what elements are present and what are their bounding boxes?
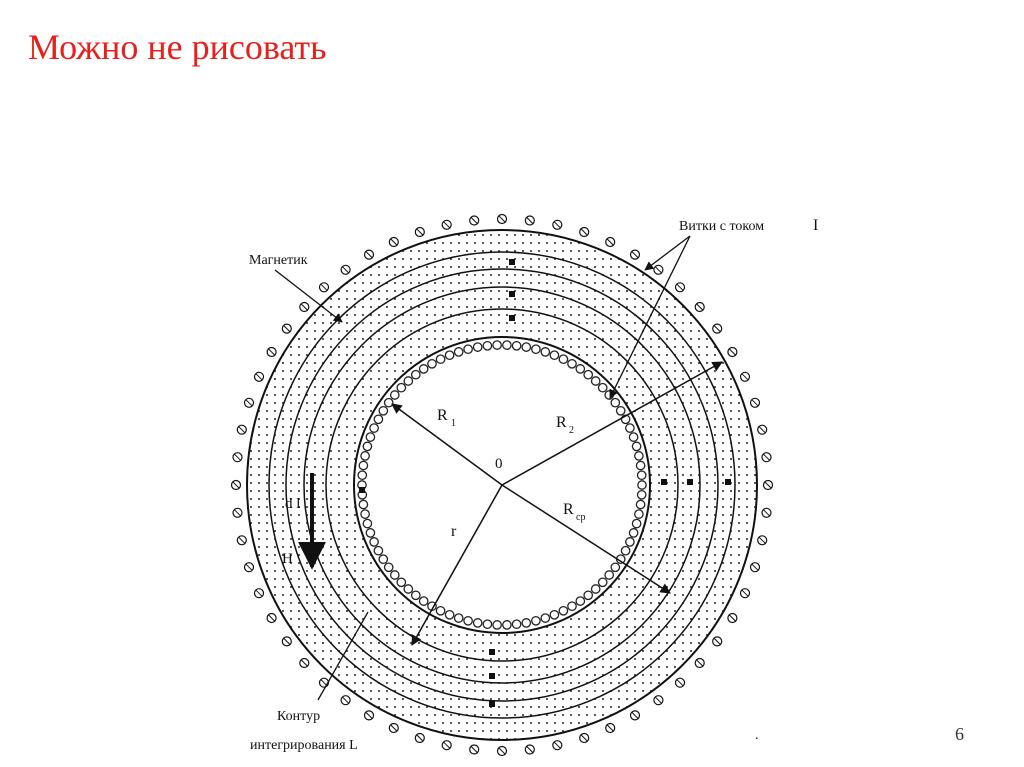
inner-turn [503,621,511,629]
direction-arrow [509,259,515,265]
inner-turn [420,365,428,373]
label-r2-sub: 2 [569,425,574,436]
inner-turn [611,399,619,407]
inner-turn [522,619,530,627]
inner-turn [361,510,369,518]
inner-turn [385,399,393,407]
inner-turn [605,571,613,579]
inner-turn [379,555,387,563]
inner-turn [532,345,540,353]
label-r2: R [556,414,567,431]
direction-arrow [725,479,731,485]
inner-turn [397,578,405,586]
inner-turn [592,377,600,385]
inner-turn [541,348,549,356]
direction-arrow [509,315,515,321]
inner-turn [493,341,501,349]
inner-turn [576,597,584,605]
label-r: r [451,523,457,540]
inner-turn [584,371,592,379]
direction-arrow [687,479,693,485]
inner-turn [366,433,374,441]
inner-turn [379,407,387,415]
inner-turn [358,471,366,479]
direction-arrow [489,673,495,679]
inner-turn [404,377,412,385]
stray-mark: . [755,728,759,743]
label-magnetic: Магнетик [249,253,308,268]
inner-turn [636,461,644,469]
inner-turn [599,384,607,392]
inner-turn [576,365,584,373]
inner-turn [532,617,540,625]
inner-turn [626,424,634,432]
inner-turn [391,571,399,579]
inner-turn [635,452,643,460]
inner-turn [445,611,453,619]
inner-turn [592,585,600,593]
page-number: 6 [955,724,964,744]
direction-arrow [489,649,495,655]
inner-turn [436,355,444,363]
inner-turn [436,607,444,615]
inner-turn [397,384,405,392]
inner-turn [464,617,472,625]
inner-turn [455,614,463,622]
inner-turn [621,547,629,555]
label-r1-sub: 1 [451,418,456,429]
label-dl: d l [285,496,301,512]
inner-turn [363,519,371,527]
label-rcp: R [563,501,574,518]
inner-turn [559,607,567,615]
inner-turn [404,585,412,593]
inner-turn [474,619,482,627]
inner-turn [638,491,646,499]
inner-turn [385,563,393,571]
inner-turn [550,351,558,359]
inner-turn [568,602,576,610]
inner-turn [629,529,637,537]
inner-turn [632,519,640,527]
inner-turn [359,500,367,508]
inner-turn [464,345,472,353]
inner-turn [522,343,530,351]
inner-turn [363,442,371,450]
inner-turn [483,342,491,350]
inner-turn [629,433,637,441]
inner-turn [412,591,420,599]
direction-arrow [359,487,365,493]
inner-turn [359,461,367,469]
inner-turn [503,341,511,349]
inner-turn [559,355,567,363]
inner-turn [584,591,592,599]
label-r1: R [437,407,448,424]
inner-turn [474,343,482,351]
label-contour-line1: Контур [277,709,321,724]
inner-turn [483,620,491,628]
inner-turn [374,547,382,555]
inner-turn [638,481,646,489]
inner-turn [512,620,520,628]
inner-turn [638,471,646,479]
inner-turn [455,348,463,356]
inner-turn [361,452,369,460]
inner-turn [611,563,619,571]
inner-turn [541,614,549,622]
inner-turn [366,529,374,537]
inner-turn [445,351,453,359]
inner-turn [370,424,378,432]
direction-arrow [509,291,515,297]
label-turns-with-current: Витки с током [679,219,765,234]
inner-turn [420,597,428,605]
inner-turn [550,611,558,619]
direction-arrow [489,701,495,707]
inner-turn [428,360,436,368]
direction-arrow [661,479,667,485]
label-current: I [813,217,819,234]
inner-turn [632,442,640,450]
inner-turn [626,538,634,546]
label-contour-line2: интегрирования L [250,738,358,753]
inner-turn [635,510,643,518]
label-center: 0 [495,456,503,472]
inner-turn [391,391,399,399]
inner-turn [599,578,607,586]
inner-turn [493,621,501,629]
inner-turn [412,371,420,379]
inner-turn [370,538,378,546]
label-rcp-sub: ср [576,512,586,523]
inner-turn [374,415,382,423]
inner-turn [636,500,644,508]
inner-turn [617,407,625,415]
label-h: H [282,551,293,567]
inner-turn [568,360,576,368]
inner-turn [512,342,520,350]
